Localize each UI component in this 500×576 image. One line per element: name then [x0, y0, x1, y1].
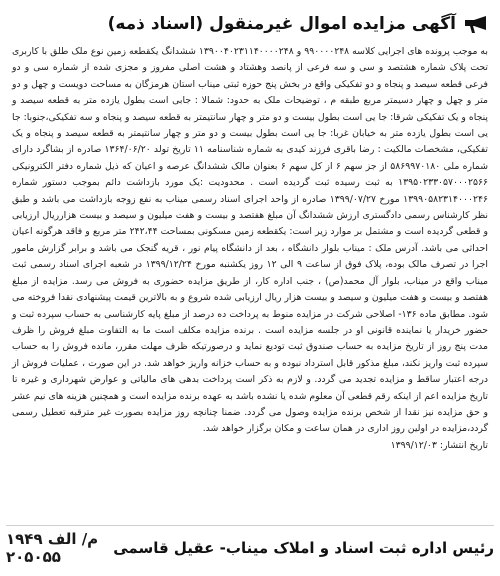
- publication-date-value: ۱۳۹۹/۱۲/۰۳: [390, 439, 437, 451]
- publication-date-label: تاریخ انتشار:: [439, 439, 488, 451]
- reference-code: ۱۹۴۹ م/ الف ۲۰۵۰۵۵: [6, 530, 99, 566]
- auction-notice: [6, 4, 494, 570]
- signatory: رئیس اداره ثبت اسناد و املاک میناب- عقیل قاسمی: [113, 539, 494, 557]
- publication-date: [6, 438, 494, 454]
- notice-body: به موجب پرونده های اجرایی کلاسه ۹۹۰۰۰۰۲۴۸ و ۱۳۹۰۰۴۰۲۳۱۱۴۰۰۰۰۲۴۸ ششدانگ یکقطعه زمین نوع ملک طلق با کاربری تحت پلاک شماره هشتصد و سی و سه فرعی از پانصد وهشتاد و هشت اصلی مفروز و مجزی شده از شماره سی و دو فرعی قطعه سیصد و پنجاه و دو تفکیکی واقع در بخش پنج حوزه ثبتی میناب استان هرمزگان به مساحت دویست و چهل و دو متر و چهل و چهار دسیمتر مربع طبقه م ، توضیحات ملک به حدود: شمالا : جابی است بطول یازده متر به قطعه سیصد و پنجاه و یک تفکیکی شرقا: جا یی است بطول بیست و دو متر و چهار سانتیمتر به قطعه سیصد و پنجاه و سه تفکیکی،جنوبا: جا یی است بطول یازده متر به خیابان غربا: جا یی است بطول بیست و دو متر و چهار سانتیمتر به قطعه سیصد و پنجاه و یک تفکیکی، مشخصات مالکیت : رضا باقری فرزند کیدی به شماره شناسنامه ۱۱ تاریخ تولد ۱۳۶۴/۰۶/۲۰ صادره از بشاگرد دارای شماره ملی ۵۸۶۹۹۷۰۱۸۰ از جز سهم ۶ از کل سهم ۶ بعنوان مالک ششدانگ عرصه و اعیان که ذیل شماره دفتر الکترونیکی ۱۳۹۵۰۲۳۳۰۵۷۰۰۰۲۵۶۶ به ثبت رسیده ثبت گردیده است . محدودیت :یک مورد بازداشت دائم بموجب دستور شماره ۱۳۹۹۰۵۸۲۳۱۴۰۰۰۲۴۶ مورخ ۱۳۹۹/۰۷/۲۷ صادره از واحد اجرای اسناد رسمی میناب به نفع زوجه بازداشت می باشد و طبق نظر کارشناس رسمی دادگستری ارزش ششدانگ آن مبلغ هفتصد و بیست و هفت میلیون و سیصد و بیست هزارریال ارزیابی و قطعی گردیده است و مشتمل بر موارد زیر است: یکقطعه زمین مسکونی بمساحت ۲۴۲،۴۴ متر مربع و فاقد هرگونه اعیان احداثی می باشد. آدرس ملک : میناب بلوار دانشگاه ، بعد از دانشگاه پیام نور ، قریه گنجک می باشد و برابر گزارش مامور اجرا در تصرف مالک بوده، پلاک فوق از ساعت ۹ الی ۱۲ روز یکشنبه مورخ ۱۳۹۹/۱۲/۲۴ در شعبه اجرای اسناد رسمی ثبت میناب واقع در میناب، بلوار آل محمد(ص) ، جنب اداره کار، از طریق مزایده حضوری به فروش می رسد. مزایده از مبلغ هفتصد و بیست و هفت میلیون و سیصد و بیست هزار ریال ارزیابی شده شروع و به بالاترین قیمت پیشنهادی نقدا فروخته می شود. مطابق ماده ۱۳۶- اصلاحی شرکت در مزایده منوط به پرداخت ده درصد از مبلغ پایه کارشناسی به حساب سپرده ثبت و حضور خریدار یا نماینده قانونی او در جلسه مزایده است . برنده مزایده مکلف است ما به التفاوت مبلغ فروش را ظرف مدت پنج روز از تاریخ مزایده به حساب صندوق ثبت تودیع نماید و درصورتیکه ظرف مهلت مقرر، مانده فروش را به حساب سپرده ثبت واریز نکند، مبلغ مذکور قابل استرداد نبوده و به حساب خزانه واریز خواهد شد. در این صورت ، عملیات فروش از درجه اعتبار ساقط و مزایده تجدید می گردد. و لازم به ذکر است پرداخت بدهی های مالیاتی و عوارض شهرداری و غیره تا تاریخ مزایده اعم از اینکه رقم قطعی آن معلوم شده یا نشده باشد به عهده برنده مزایده است و همچنین هزینه های نیم عشر و حق مزایده نیز نقدا از شخص برنده مزایده وصول می گردد. ضمنا چنانچه روز مزایده بصورت غیر مترقبه تعطیل رسمی گردد،مزایده در اولین روز اداری در همان ساعت و مکان برگزار خواهد شد.: [12, 46, 489, 435]
- notice-header: [6, 4, 494, 42]
- megaphone-icon: [462, 12, 488, 36]
- notice-title: آگهی مزایده اموال غیرمنقول (اسناد ذمه): [107, 14, 456, 34]
- notice-footer: [6, 525, 494, 570]
